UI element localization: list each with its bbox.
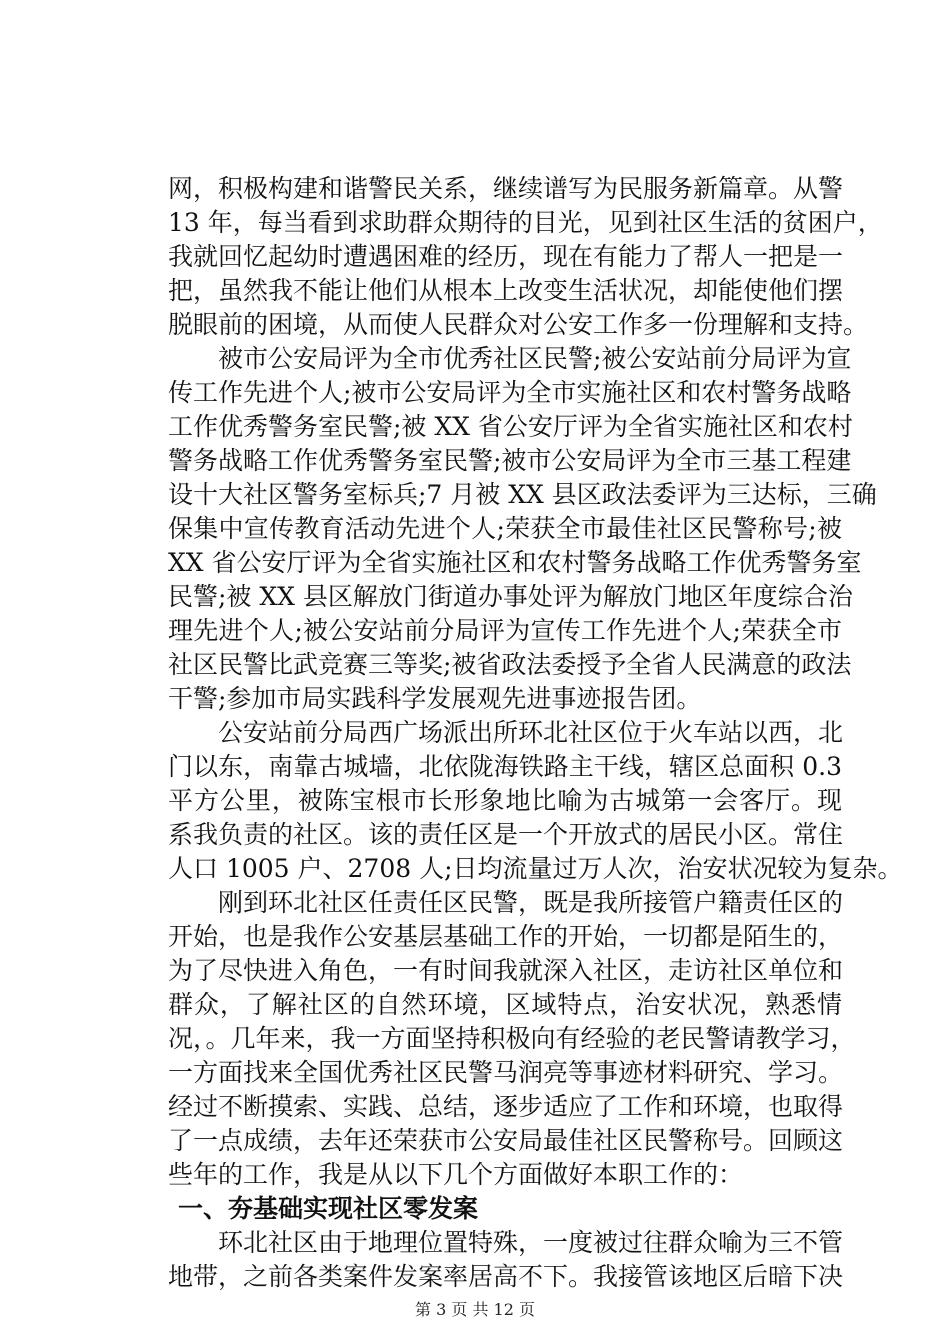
text-line: 设十大社区警务室标兵;7 月被 XX 县区政法委评为三达标，三确 — [168, 480, 877, 509]
text-line-paragraph-start: 刚到环北社区任责任区民警，既是我所接管户籍责任区的 — [218, 888, 844, 917]
text-line: 工作优秀警务室民警;被 XX 省公安厅评为全省实施社区和农村 — [168, 412, 853, 441]
text-line: 网，积极构建和谐警民关系，继续谱写为民服务新篇章。从警 — [168, 174, 844, 203]
text-line: 地带，之前各类案件发案率居高不下。我接管该地区后暗下决 — [168, 1262, 844, 1291]
text-line: 干警;参加市局实践科学发展观先进事迹报告团。 — [168, 684, 702, 713]
text-line: 理先进个人;被公安站前分局评为宣传工作先进个人;荣获全市 — [168, 616, 842, 645]
text-line: XX 省公安厅评为全省实施社区和农村警务战略工作优秀警务室 — [168, 548, 862, 577]
text-line: 传工作先进个人;被市公安局评为全市实施社区和农村警务战略 — [168, 378, 852, 407]
section-heading: 一、夯基础实现社区零发案 — [178, 1194, 479, 1223]
text-line: 开始，也是我作公安基层基础工作的开始，一切都是陌生的， — [168, 922, 844, 951]
text-line: 了一点成绩，去年还荣获市公安局最佳社区民警称号。回顾这 — [168, 1126, 844, 1155]
text-line: 一方面找来全国优秀社区民警马润亮等事迹材料研究、学习。 — [168, 1058, 844, 1087]
text-line: 平方公里，被陈宝根市长形象地比喻为古城第一会客厅。现 — [168, 786, 842, 815]
text-line-paragraph-start: 公安站前分局西广场派出所环北社区位于火车站以西，北 — [218, 718, 844, 747]
text-line: 群众，了解社区的自然环境，区域特点，治安状况，熟悉情 — [168, 990, 842, 1019]
text-line: 系我负责的社区。该的责任区是一个开放式的居民小区。常住 — [168, 820, 844, 849]
text-line: 门以东，南靠古城墙，北依陇海铁路主干线，辖区总面积 0.3 — [168, 752, 842, 781]
text-line-paragraph-start: 被市公安局评为全市优秀社区民警;被公安站前分局评为宣 — [218, 344, 852, 373]
text-line: 人口 1005 户、2708 人;日均流量过万人次，治安状况较为复杂。 — [168, 854, 903, 883]
text-line: 我就回忆起幼时遭遇困难的经历，现在有能力了帮人一把是一 — [168, 242, 844, 271]
text-line-paragraph-start: 环北社区由于地理位置特殊，一度被过往群众喻为三不管 — [218, 1228, 844, 1257]
text-line: 些年的工作，我是从以下几个方面做好本职工作的： — [168, 1160, 744, 1189]
text-line: 13 年，每当看到求助群众期待的目光，见到社区生活的贫困户， — [168, 208, 883, 237]
text-line: 民警;被 XX 县区解放门街道办事处评为解放门地区年度综合治 — [168, 582, 853, 611]
text-line: 社区民警比武竞赛三等奖;被省政法委授予全省人民满意的政法 — [168, 650, 852, 679]
text-line: 脱眼前的困境，从而使人民群众对公安工作多一份理解和支持。 — [168, 310, 869, 339]
text-line: 经过不断摸索、实践、总结，逐步适应了工作和环境，也取得 — [168, 1092, 844, 1121]
text-line: 警务战略工作优秀警务室民警;被市公安局评为全市三基工程建 — [168, 446, 852, 475]
text-line: 把，虽然我不能让他们从根本上改变生活状况，却能使他们摆 — [168, 276, 844, 305]
text-line: 况，。几年来，我一方面坚持积极向有经验的老民警请教学习， — [168, 1024, 856, 1053]
text-line: 保集中宣传教育活动先进个人;荣获全市最佳社区民警称号;被 — [168, 514, 842, 543]
page-number-footer: 第 3 页 共 12 页 — [415, 1300, 535, 1319]
text-line: 为了尽快进入角色，一有时间我就深入社区，走访社区单位和 — [168, 956, 844, 985]
